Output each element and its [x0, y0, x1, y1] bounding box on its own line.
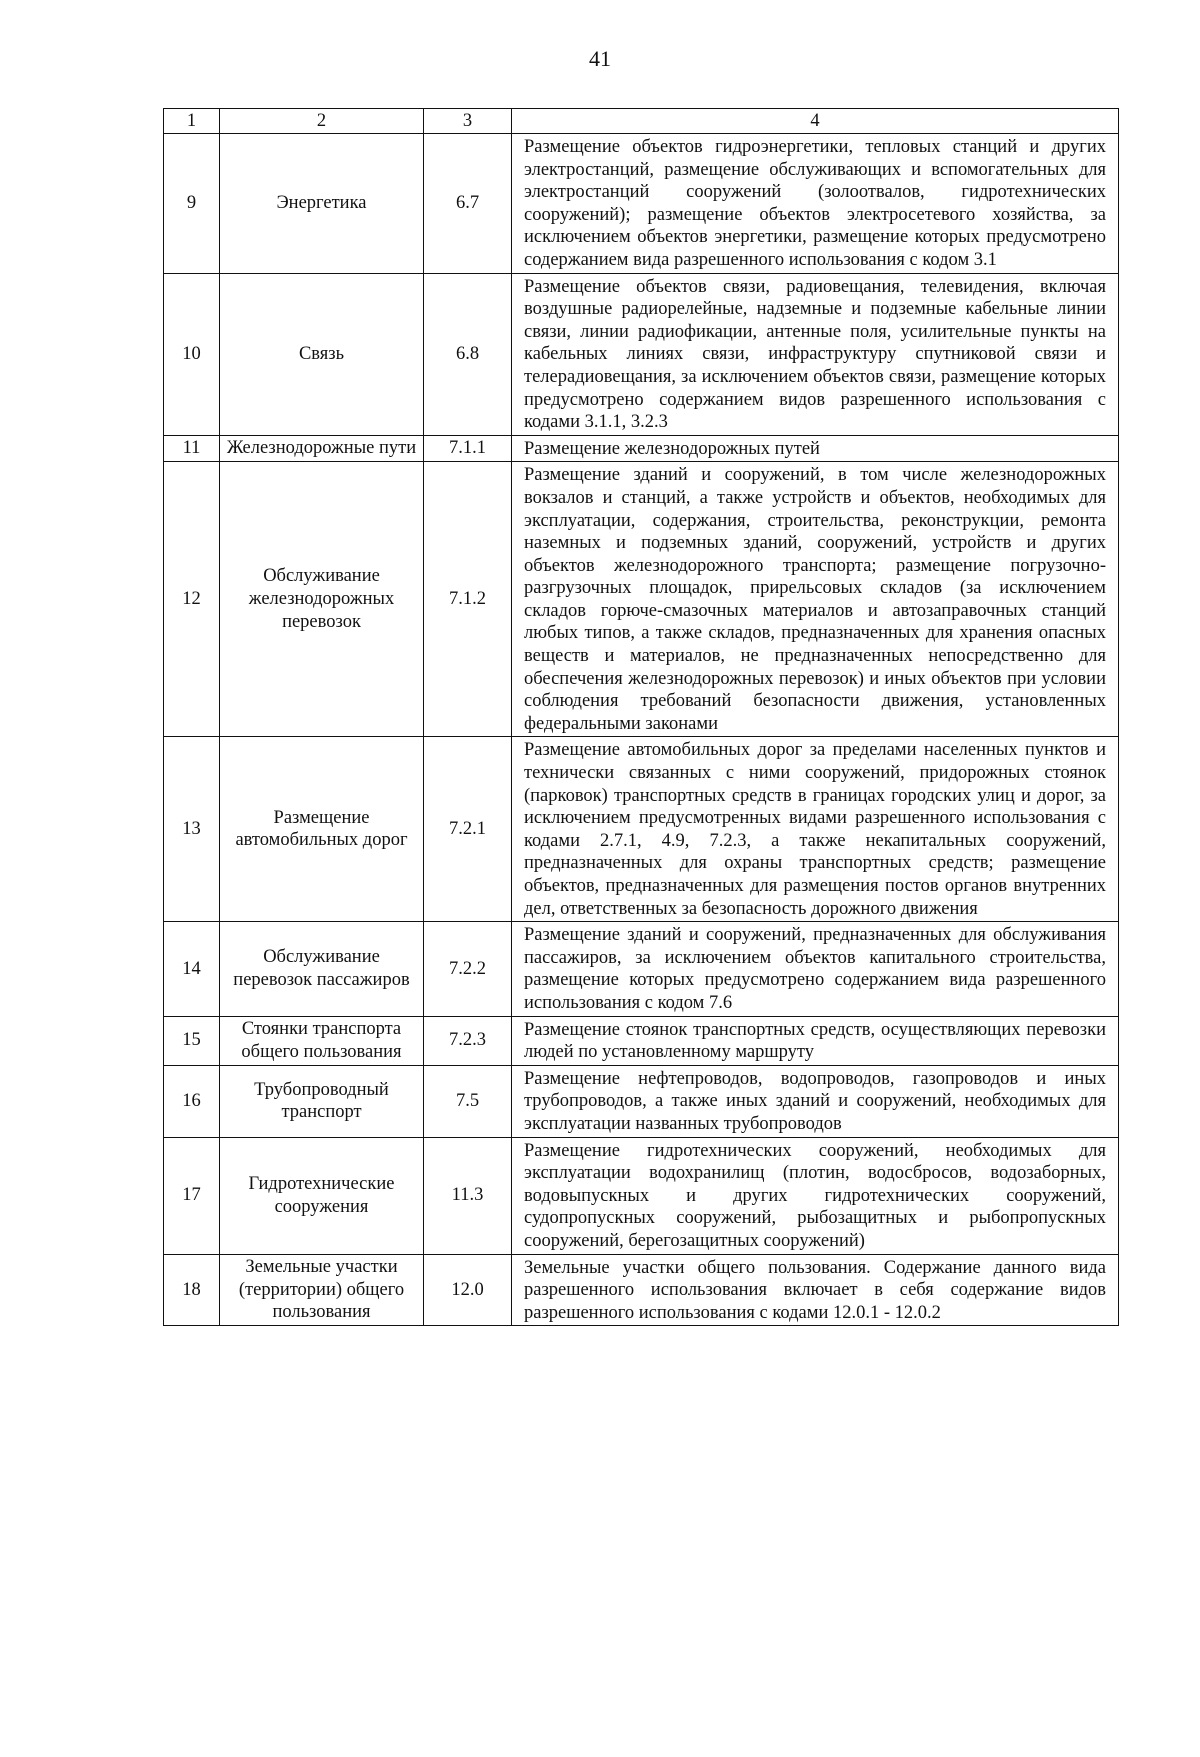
use-type-description: Размещение стоянок транспортных средств, осуществляющих перевозки людей по установленному маршруту	[512, 1016, 1119, 1065]
use-type-description: Размещение нефтепроводов, водопроводов, газопроводов и иных трубопроводов, а также иных зданий и сооружений, необходимых для эксплуатации названных трубопроводов	[512, 1065, 1119, 1137]
use-type-description: Размещение зданий и сооружений, в том числе железнодорожных вокзалов и станций, а также устройств и объектов, необходимых для эксплуатации, содержания, строительства, реконструкции, ремонта наземных и подземных зданий, сооружений, устройств и других объектов железнодорожного транспорта; размещение погрузочно-разгрузочных площадок, прирельсовых складов (за исключением складов горюче-смазочных материалов и автозаправочных станций любых типов, а также складов, предназначенных для хранения опасных веществ и материалов, не предназначенных непосредственно для обеспечения железнодорожных перевозок) и иных объектов при условии соблюдения требований безопасности движения, установленных федеральными законами	[512, 462, 1119, 737]
row-number: 11	[164, 435, 220, 462]
use-type-code: 6.8	[424, 273, 512, 435]
table-row	[164, 273, 1119, 435]
use-type-name: Обслуживание перевозок пассажиров	[220, 922, 424, 1016]
header-col-3: 3	[424, 109, 512, 134]
table-row	[164, 1016, 1119, 1065]
page-number: 41	[589, 46, 611, 71]
row-number: 10	[164, 273, 220, 435]
use-type-code: 7.1.1	[424, 435, 512, 462]
row-number: 18	[164, 1254, 220, 1326]
use-type-code: 7.2.1	[424, 737, 512, 922]
use-type-name: Связь	[220, 273, 424, 435]
use-type-description: Размещение гидротехнических сооружений, необходимых для эксплуатации водохранилищ (плотин, водосбросов, водозаборных, водовыпускных и других гидротехнических сооружений, судопропускных сооружений, рыбозащитных и рыбопропускных сооружений, берегозащитных сооружений)	[512, 1137, 1119, 1254]
use-type-name: Обслуживание железнодорожных перевозок	[220, 462, 424, 737]
use-type-description: Размещение автомобильных дорог за пределами населенных пунктов и технически связанных с ними сооружений, придорожных стоянок (парковок) транспортных средств в границах городских улиц и дорог, за исключением предусмотренных видами разрешенного использования с кодами 2.7.1, 4.9, 7.2.3, а также некапитальных сооружений, предназначенных для охраны транспортных средств; размещение объектов, предназначенных для размещения постов органов внутренних дел, ответственных за безопасность дорожного движения	[512, 737, 1119, 922]
use-type-name: Стоянки транспорта общего пользования	[220, 1016, 424, 1065]
use-type-code: 7.5	[424, 1065, 512, 1137]
use-type-code: 12.0	[424, 1254, 512, 1326]
row-number: 16	[164, 1065, 220, 1137]
use-type-description: Размещение объектов связи, радиовещания, телевидения, включая воздушные радиорелейные, надземные и подземные кабельные линии связи, линии радиофикации, антенные поля, усилительные пункты на кабельных линиях связи, инфраструктуру спутниковой связи и телерадиовещания, за исключением объектов связи, размещение которых предусмотрено содержанием видов разрешенного использования с кодами 3.1.1, 3.2.3	[512, 273, 1119, 435]
table-header-row	[164, 109, 1119, 134]
row-number: 14	[164, 922, 220, 1016]
row-number: 9	[164, 134, 220, 274]
use-type-code: 11.3	[424, 1137, 512, 1254]
use-type-description: Размещение железнодорожных путей	[512, 435, 1119, 462]
table-row	[164, 1137, 1119, 1254]
use-type-name: Размещение автомобильных дорог	[220, 737, 424, 922]
use-type-description: Размещение объектов гидроэнергетики, тепловых станций и других электростанций, размещение обслуживающих и вспомогательных для электростанций сооружений (золоотвалов, гидротехнических сооружений); размещение объектов электросетевого хозяйства, за исключением объектов энергетики, размещение которых предусмотрено содержанием вида разрешенного использования с кодом 3.1	[512, 134, 1119, 274]
use-type-name: Земельные участки (территории) общего пользования	[220, 1254, 424, 1326]
table-row	[164, 1065, 1119, 1137]
use-type-code: 7.1.2	[424, 462, 512, 737]
row-number: 15	[164, 1016, 220, 1065]
use-type-name: Энергетика	[220, 134, 424, 274]
table-row	[164, 922, 1119, 1016]
land-use-table	[163, 108, 1119, 1326]
table-row	[164, 1254, 1119, 1326]
use-type-code: 7.2.2	[424, 922, 512, 1016]
use-type-name: Гидротехнические сооружения	[220, 1137, 424, 1254]
use-type-name: Железнодорожные пути	[220, 435, 424, 462]
header-col-2: 2	[220, 109, 424, 134]
header-col-4: 4	[512, 109, 1119, 134]
table-row	[164, 737, 1119, 922]
use-type-code: 6.7	[424, 134, 512, 274]
table-row	[164, 134, 1119, 274]
row-number: 12	[164, 462, 220, 737]
table-row	[164, 462, 1119, 737]
row-number: 17	[164, 1137, 220, 1254]
use-type-description: Размещение зданий и сооружений, предназначенных для обслуживания пассажиров, за исключением объектов капитального строительства, размещение которых предусмотрено содержанием вида разрешенного использования с кодом 7.6	[512, 922, 1119, 1016]
use-type-name: Трубопроводный транспорт	[220, 1065, 424, 1137]
header-col-1: 1	[164, 109, 220, 134]
row-number: 13	[164, 737, 220, 922]
use-type-code: 7.2.3	[424, 1016, 512, 1065]
table-row	[164, 435, 1119, 462]
use-type-description: Земельные участки общего пользования. Содержание данного вида разрешенного использования включает в себя содержание видов разрешенного использования с кодами 12.0.1 - 12.0.2	[512, 1254, 1119, 1326]
